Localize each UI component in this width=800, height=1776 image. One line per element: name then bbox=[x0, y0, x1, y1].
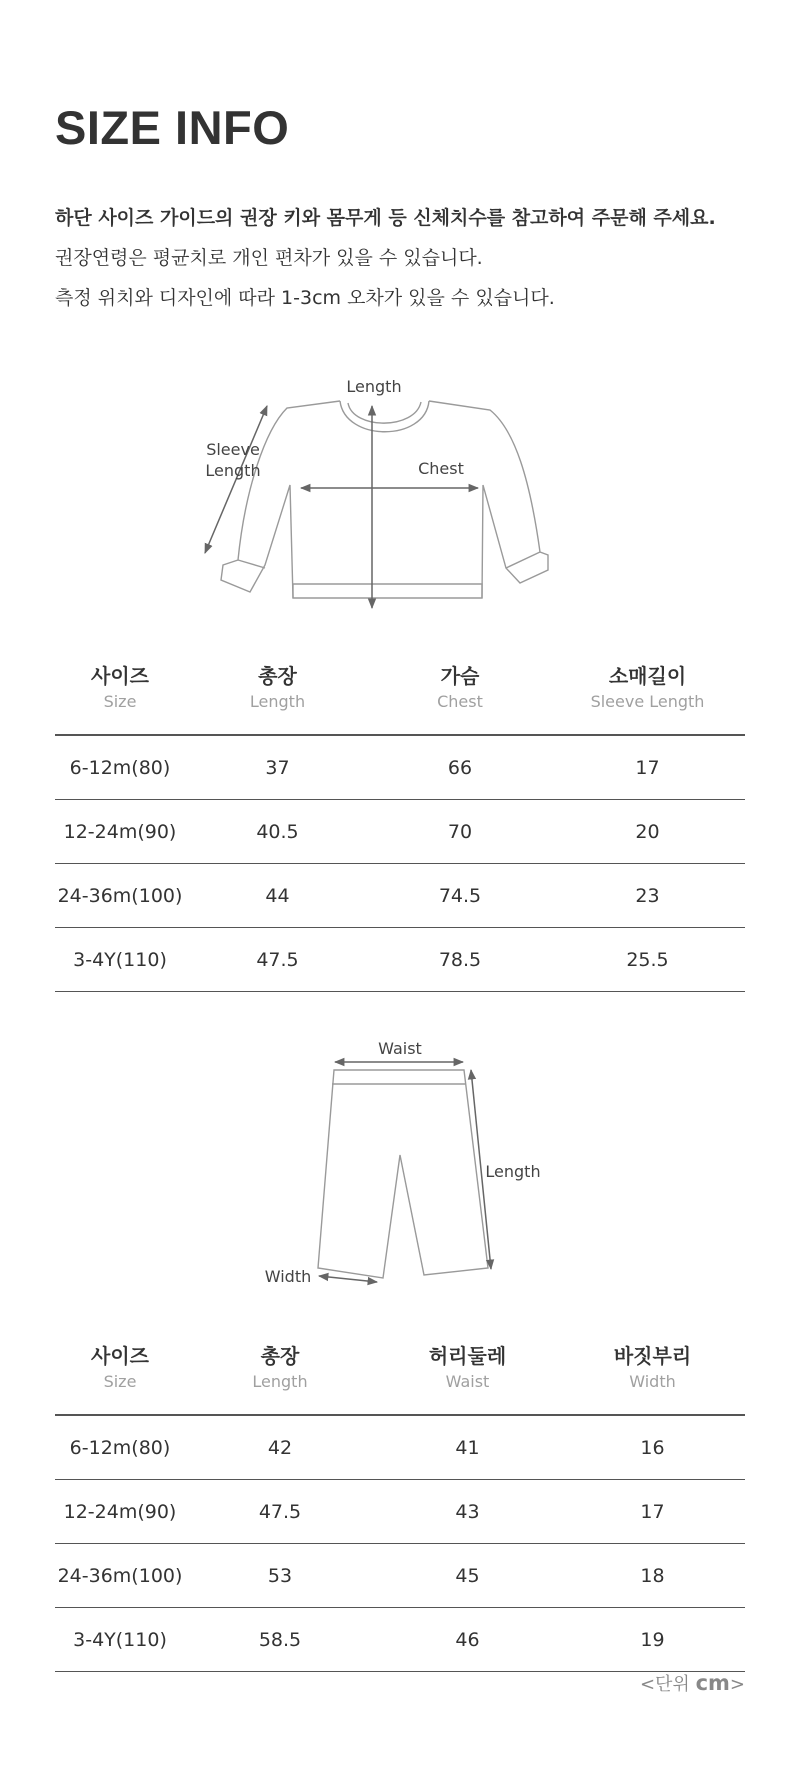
pants-length-label: Length bbox=[485, 1162, 541, 1181]
table-cell: 16 bbox=[560, 1415, 745, 1480]
table-cell: 66 bbox=[370, 735, 550, 800]
sweatshirt-outline bbox=[221, 401, 548, 598]
col-header-size bbox=[55, 642, 185, 735]
table-cell: 20 bbox=[550, 800, 745, 864]
table-header-row bbox=[55, 1322, 745, 1415]
label: < bbox=[639, 1674, 656, 1695]
table-cell: 25.5 bbox=[550, 928, 745, 992]
pants-measurement-arrows bbox=[319, 1062, 491, 1282]
header-label-en: Size bbox=[103, 1372, 137, 1391]
table-cell: 58.5 bbox=[185, 1608, 375, 1672]
header-label-en: Waist bbox=[445, 1372, 490, 1391]
pants-outline bbox=[318, 1070, 488, 1278]
col-header-waist bbox=[375, 1322, 560, 1415]
header-label-ko: 허리둘레 bbox=[428, 1344, 507, 1368]
header-label-ko: 바짓부리 bbox=[613, 1344, 692, 1368]
table-cell: 47.5 bbox=[185, 928, 370, 992]
header-label-ko: 총장 bbox=[258, 664, 297, 688]
unit-note bbox=[640, 1670, 745, 1696]
label: cm bbox=[695, 1671, 730, 1695]
header-label-ko: 사이즈 bbox=[91, 1344, 149, 1368]
table-cell: 6-12m(80) bbox=[55, 1415, 185, 1480]
width-label: Width bbox=[264, 1267, 312, 1286]
table-cell: 24-36m(100) bbox=[55, 1544, 185, 1608]
header-label-en: Length bbox=[249, 692, 306, 711]
header-label-ko: 소매길이 bbox=[608, 664, 687, 688]
top-size-table bbox=[55, 642, 745, 992]
table-cell: 3-4Y(110) bbox=[55, 928, 185, 992]
pants-measurement-diagram bbox=[255, 1040, 555, 1290]
bottom-size-table bbox=[55, 1322, 745, 1672]
header-label-en: Chest bbox=[437, 692, 483, 711]
intro-line-1: 하단 사이즈 가이드의 권장 키와 몸무게 등 신체치수를 참고하여 주문해 주세요. bbox=[55, 207, 716, 229]
table-row bbox=[55, 1544, 745, 1608]
header-label-ko: 사이즈 bbox=[91, 664, 149, 688]
header-label-en: Length bbox=[252, 1372, 308, 1391]
table-header-row bbox=[55, 642, 745, 735]
label: > bbox=[729, 1674, 745, 1695]
table-cell: 40.5 bbox=[185, 800, 370, 864]
table-cell: 42 bbox=[185, 1415, 375, 1480]
table-cell: 3-4Y(110) bbox=[55, 1608, 185, 1672]
length-label: Length bbox=[346, 377, 402, 396]
table-cell: 46 bbox=[375, 1608, 560, 1672]
waist-label: Waist bbox=[378, 1040, 422, 1058]
sleeve-label-line-1: Sleeve bbox=[206, 440, 260, 459]
col-header-width bbox=[560, 1322, 745, 1415]
header-label-en: Width bbox=[629, 1372, 676, 1391]
table-cell: 18 bbox=[560, 1544, 745, 1608]
table-row bbox=[55, 1608, 745, 1672]
col-header-size bbox=[55, 1322, 185, 1415]
col-header-length bbox=[185, 1322, 375, 1415]
table-cell: 45 bbox=[375, 1544, 560, 1608]
table-cell: 12-24m(90) bbox=[55, 1480, 185, 1544]
header-label-en: Size bbox=[103, 692, 137, 711]
table-cell: 53 bbox=[185, 1544, 375, 1608]
table-cell: 12-24m(90) bbox=[55, 800, 185, 864]
table-cell: 19 bbox=[560, 1608, 745, 1672]
header-label-en: Sleeve Length bbox=[590, 692, 705, 711]
table-cell: 23 bbox=[550, 864, 745, 928]
table-row bbox=[55, 1415, 745, 1480]
table-row bbox=[55, 800, 745, 864]
table-cell: 78.5 bbox=[370, 928, 550, 992]
table-cell: 17 bbox=[550, 735, 745, 800]
col-header-sleeve bbox=[550, 642, 745, 735]
intro-line-3: 측정 위치와 디자인에 따라 1-3cm 오차가 있을 수 있습니다. bbox=[55, 287, 555, 309]
col-header-length bbox=[185, 642, 370, 735]
top-measurement-diagram bbox=[195, 370, 575, 615]
table-cell: 74.5 bbox=[370, 864, 550, 928]
table-row bbox=[55, 928, 745, 992]
table-cell: 37 bbox=[185, 735, 370, 800]
header-label-ko: 총장 bbox=[260, 1344, 300, 1368]
page-title: SIZE INFO bbox=[55, 101, 290, 154]
table-cell: 47.5 bbox=[185, 1480, 375, 1544]
table-row bbox=[55, 864, 745, 928]
intro-line-2: 권장연령은 평균치로 개인 편차가 있을 수 있습니다. bbox=[55, 247, 483, 269]
table-cell: 41 bbox=[375, 1415, 560, 1480]
table-row bbox=[55, 735, 745, 800]
table-row bbox=[55, 1480, 745, 1544]
col-header-chest bbox=[370, 642, 550, 735]
sleeve-label-line-2: Length bbox=[205, 461, 261, 480]
intro-notes bbox=[55, 205, 755, 325]
table-cell: 17 bbox=[560, 1480, 745, 1544]
table-cell: 43 bbox=[375, 1480, 560, 1544]
label: 단위 bbox=[655, 1674, 690, 1695]
table-cell: 44 bbox=[185, 864, 370, 928]
table-cell: 24-36m(100) bbox=[55, 864, 185, 928]
chest-label: Chest bbox=[418, 459, 464, 478]
table-cell: 70 bbox=[370, 800, 550, 864]
table-cell: 6-12m(80) bbox=[55, 735, 185, 800]
header-label-ko: 가슴 bbox=[440, 664, 480, 688]
